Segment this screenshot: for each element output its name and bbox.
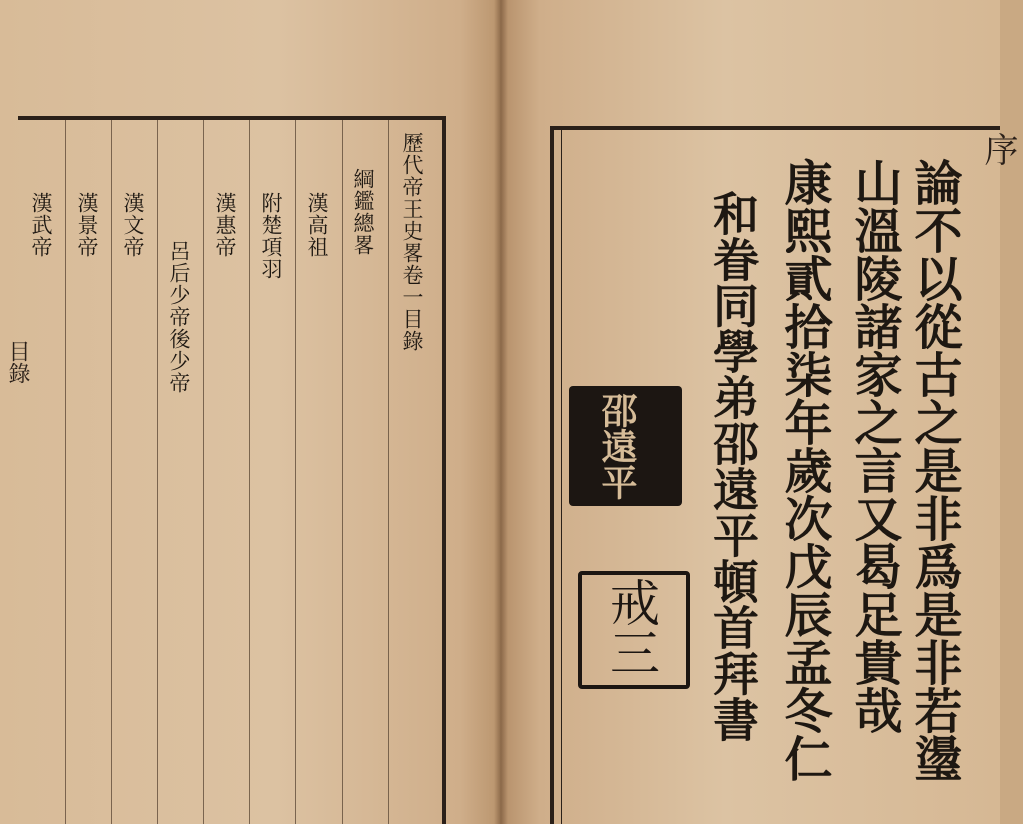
column-divider [388,120,389,824]
toc-entry: 漢惠帝 [213,192,237,258]
frame-top-rule [18,116,446,120]
column-divider [295,120,296,824]
column-divider [342,120,343,824]
toc-entry: 漢文帝 [121,192,145,258]
style-name-seal-text: 戒三 [602,577,660,677]
toc-entry: 綱鑑總畧 [351,168,375,256]
left-edge-fragment: 目錄 [5,340,30,384]
toc-entry: 漢高祖 [305,192,329,258]
column-divider [111,120,112,824]
toc-entry: 漢武帝 [29,192,53,258]
preface-frame-top-rule [550,126,1000,130]
frame-right-rule [442,116,446,824]
name-seal [569,386,682,506]
column-divider [203,120,204,824]
preface-column: 康熙貳拾柒年歲次戊辰孟冬仁 [776,158,832,782]
preface-column: 和眷同學弟邵遠平頓首拜書 [706,190,760,742]
column-divider [157,120,158,824]
toc-entry: 呂后少帝後少帝 [167,240,191,394]
toc-entry: 附楚項羽 [259,192,283,280]
preface-column: 山溫陵諸家之言又曷足貴哉 [846,158,902,734]
toc-title: 歷代帝王史畧卷一目錄 [400,132,424,352]
style-name-seal [578,571,690,689]
preface-column: 論不以從古之是非爲是非若璗 [906,158,962,782]
column-divider [65,120,66,824]
name-seal-text: 邵遠平 [596,392,638,500]
column-divider [249,120,250,824]
preface-frame-inner-rule [561,126,562,824]
toc-entry: 漢景帝 [75,192,99,258]
preface-frame-left-rule [550,126,554,824]
right-edge-fragment: 序 [978,132,1018,166]
book-gutter [494,0,508,824]
